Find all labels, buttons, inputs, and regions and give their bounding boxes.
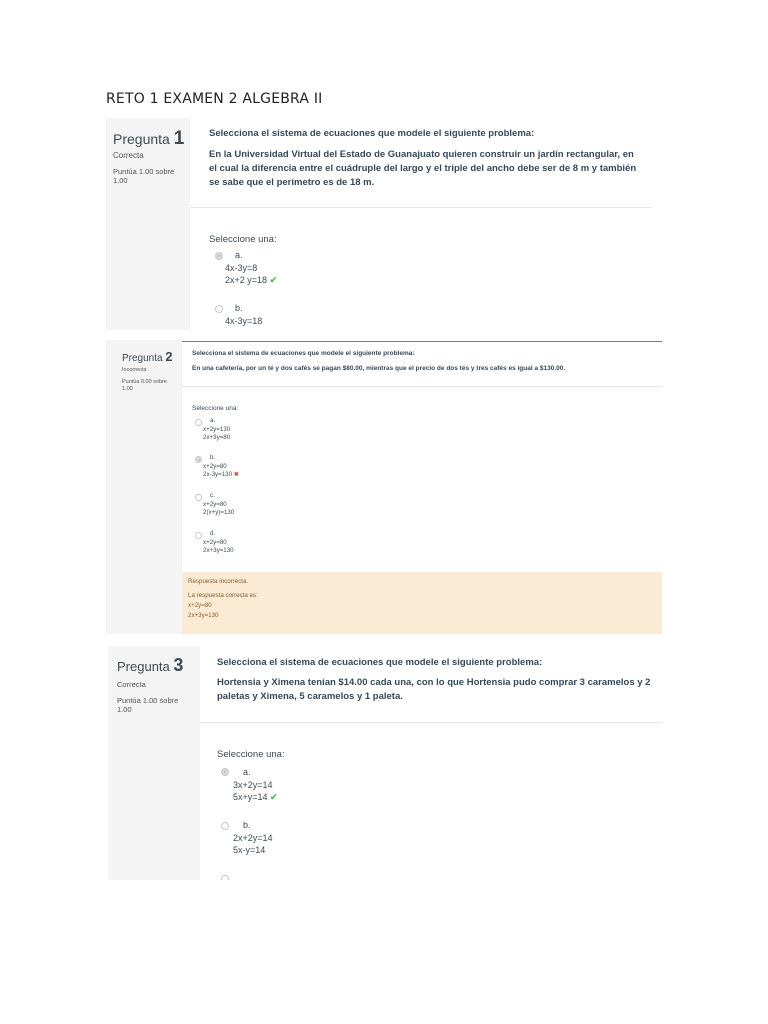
question-2-option-d-radio[interactable] (195, 532, 202, 539)
question-label-text: Pregunta (122, 353, 163, 364)
question-1-divider (190, 207, 652, 208)
option-equation-1: x+2y=80 (203, 500, 227, 508)
option-letter: a. (235, 250, 243, 260)
incorrect-x-icon: ✖ (233, 471, 239, 479)
question-number: 2 (165, 349, 173, 364)
option-equation-2: 2x+3y=80 (203, 434, 231, 442)
option-letter: a. (210, 417, 216, 424)
option-equation-1: x+2y=80 (203, 538, 227, 546)
feedback-title: Respuesta incorrecta. (188, 578, 249, 585)
option-equation-2: 2x+3y=130 (203, 547, 234, 555)
question-2-card (106, 340, 662, 634)
option-letter: c. (210, 492, 215, 499)
option-letter: b. (235, 303, 243, 313)
question-3-prompt: Seleccione una: (217, 749, 285, 760)
question-label-text: Pregunta (117, 659, 170, 674)
question-3-divider (200, 722, 662, 723)
option-letter: d. (210, 530, 216, 537)
option-equation-2: 2(x+y)=130 (203, 509, 235, 517)
question-number: 1 (173, 128, 185, 149)
option-equation-1: x+2y=130 (203, 425, 231, 433)
question-3-card (108, 646, 662, 880)
question-1-label (113, 128, 184, 150)
correct-check-icon: ✔ (270, 792, 278, 803)
question-1-prompt: Seleccione una: (209, 234, 277, 245)
option-equation-2: 5x-y=14 (233, 845, 266, 856)
question-1-option-a[interactable] (225, 249, 277, 287)
question-1-option-a-radio[interactable] (215, 252, 223, 260)
question-label-text: Pregunta (113, 131, 170, 147)
question-3-option-b[interactable] (233, 819, 273, 857)
question-1-option-b-radio[interactable] (215, 305, 223, 313)
feedback-equation-2: 2x+3y=130 (188, 612, 219, 619)
question-3-grade: Puntúa 1.00 sobre 1.00 (117, 696, 179, 715)
option-letter: a. (243, 767, 251, 777)
correct-check-icon: ✔ (269, 275, 278, 286)
question-2-option-c-radio[interactable] (195, 494, 202, 501)
question-3-label (117, 655, 183, 676)
feedback-intro: La respuesta correcta es: (188, 592, 258, 599)
question-2-option-b[interactable] (203, 454, 239, 480)
question-2-prompt: Seleccione una: (192, 405, 239, 412)
option-letter: b. (210, 454, 216, 461)
question-1-info-panel (106, 118, 190, 330)
question-2-divider (182, 386, 662, 387)
question-2-feedback (182, 572, 662, 634)
question-1-problem: En la Universidad Virtual del Estado de Guanajuato quieren construir un jardín rectangular, en el cual la diferencia entre el cuádruple del largo y el triple del ancho debe ser de 8 m y también se sabe que el perímetro es de 18 m. (209, 149, 637, 188)
question-3-state: Correcta (117, 680, 146, 689)
option-letter: b. (243, 820, 251, 830)
question-1-option-b[interactable] (225, 302, 262, 327)
option-equation-2: 5x+y=14 (233, 792, 268, 803)
option-equation-2-row (233, 791, 278, 804)
question-2-heading: Selecciona el sistema de ecuaciones que modele el siguiente problema: (192, 350, 415, 357)
question-3-option-a[interactable] (233, 766, 278, 804)
question-3-option-b-radio[interactable] (221, 822, 229, 830)
feedback-equation-1: x+2y=80 (188, 602, 212, 609)
question-3-heading: Selecciona el sistema de ecuaciones que modele el siguiente problema: (217, 657, 543, 668)
option-equation-1: 2x+2y=14 (233, 832, 273, 843)
option-equation-1: x+2y=80 (203, 462, 227, 470)
question-2-state: Incorrecta (122, 367, 147, 373)
option-equation-2: 2x+2 y=18 (225, 275, 268, 286)
question-2-label (122, 349, 173, 364)
question-3-content (200, 646, 662, 880)
question-1-content (190, 118, 662, 330)
question-2-content (182, 340, 662, 634)
question-2-grade: Puntúa 0.00 sobre 1.00 (122, 379, 167, 392)
question-3-option-c-radio-partial[interactable] (221, 875, 229, 880)
option-equation-1: 4x-3y=18 (225, 315, 263, 326)
question-3-problem: Hortensia y Ximena tenían $14.00 cada una, con lo que Hortensia pudo comprar 3 caramelos y 2 paletas y Ximena, 5 caramelos y 1 paleta. (217, 677, 651, 702)
question-1-grade: Puntúa 1.00 sobre 1.00 (113, 167, 175, 186)
option-equation-1: 4x-3y=8 (225, 262, 258, 273)
question-number: 3 (173, 655, 184, 675)
question-2-option-a-radio[interactable] (195, 419, 202, 426)
option-equation-2: 2x-3y=130 (203, 471, 233, 479)
question-2-option-c[interactable] (203, 492, 234, 518)
option-equation-1: 3x+2y=14 (233, 779, 273, 790)
question-1-card (106, 118, 662, 330)
question-1-state: Correcta (113, 151, 144, 160)
question-2-top-border (182, 341, 662, 342)
question-2-option-a[interactable] (203, 417, 230, 443)
question-3-info-panel (108, 646, 200, 880)
question-2-option-d[interactable] (203, 530, 234, 556)
question-2-problem: En una cafetería, por un té y dos cafés se pagan $80.00, mientras que el precio de dos tés y tres cafés es igual a $130.00. (192, 365, 566, 372)
option-equation-2-row (203, 471, 239, 480)
question-2-info-panel (106, 340, 182, 634)
document-title: RETO 1 EXAMEN 2 ALGEBRA II (106, 91, 323, 107)
question-1-heading: Selecciona el sistema de ecuaciones que modele el siguiente problema: (209, 128, 535, 139)
option-equation-2-row (225, 274, 277, 287)
question-3-option-a-radio[interactable] (221, 768, 229, 776)
question-2-option-b-radio[interactable] (195, 456, 202, 463)
